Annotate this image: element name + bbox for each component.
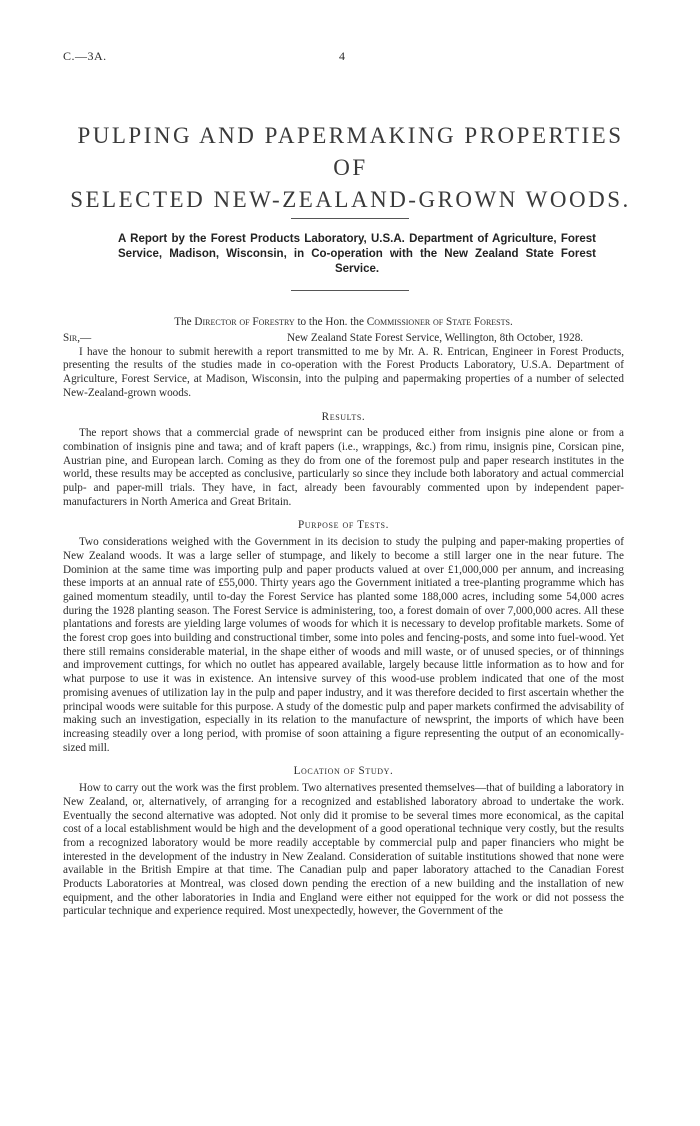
results-paragraph: The report shows that a commercial grade of newsprint can be produced either from insignis pine alone or from a combination of insignis pine and tawa; and of kraft papers (i.e., wrappings, &c.) from rimu, insignis pine, Corsican pine, Austrian pine, and European larch. Coming as they do from one of the foremost pulp and paper research institutes in the world, these results may be accepted as conclusive, particularly so since they include both laboratory and actual commercial pulp- and paper-mill trials. They have, in fact, already been favourably commented upon by independent paper-manufacturers in North America and Great Britain. [63,427,624,508]
page-number: 4 [339,49,346,63]
salutation-line [63,332,624,346]
title-line-2: SELECTED NEW-ZEALAND-GROWN WOODS. [70,187,631,212]
letter-address-line [63,316,624,330]
divider-bottom [291,290,409,291]
place-date: New Zealand State Forest Service, Wellington, 8th October, 1928. [287,331,584,344]
document-reference: C.—3A. [63,49,107,63]
address-the: The [174,316,192,328]
purpose-paragraph: Two considerations weighed with the Government in its decision to study the pulping and paper-making properties of New Zealand woods. It was a large seller of stumpage, and likely to become a still larger one in the near future. The Dominion at the same time was importing pulp and paper products valued at over £1,000,000 per annum, and increasing these imports at an annual rate of £55,000. Thirty years ago the Government initiated a tree-planting programme which has gained momentum steadily, until to-day the Forest Service has planted some 188,000 acres, including some 54,000 acres during the 1928 planting season. The Forest Service is administering, too, a forest domain of over 7,000,000 acres. All these plantations and forests are yielding large volumes of woods for which it is necessary to develop profitable markets. Some of the forest crop goes into building and constructional timber, some into poles and fencing-posts, and some into fuel-wood. Yet there still remains considerable material, in the shape either of woods and mill waste, or of unused species, or of thinnings and improvement cuttings, for which no outlet has appeared available, largely because little information as to how and for what purpose to use it was in existence. An intensive survey of this wood-use problem indicated that one of the most promising avenues of utilization lay in the pulp and paper industry, and it was therefore decided to first ascertain whether the principal woods were suitable for this purpose. A study of the domestic pulp and paper markets confirmed the advisability of making such an investigation, especially in its relation to the manufacture of newsprint, the imports of which have been increasing steadily over a long period, with promise of soon attaining a figure representing the output of an economically-sized mill. [63,536,624,754]
title-line-1: PULPING AND PAPERMAKING PROPERTIES OF [77,123,624,180]
address-to: Commissioner of State Forests. [366,316,513,328]
address-to-the: to the Hon. the [297,316,364,328]
page-header [63,50,638,66]
section-heading-location: Location of Study. [293,765,394,778]
document-title [63,120,638,216]
document-body [63,316,624,919]
report-subtitle: A Report by the Forest Products Laboratory, U.S.A. Department of Agriculture, Forest Service, Madison, Wisconsin, in Co-operation with the New Zealand State Forest Service. [118,233,596,275]
divider-top [291,218,409,219]
section-heading-results: Results. [321,410,366,423]
salutation: Sir,— [63,331,92,344]
section-heading-purpose: Purpose of Tests. [297,519,390,532]
location-paragraph: How to carry out the work was the first problem. Two alternatives presented themselves—that of building a laboratory in New Zealand, or, alternatively, of arranging for a recognized and established laboratory abroad to undertake the work. Eventually the second alternative was adopted. Not only did it promise to be several times more economical, as the capital cost of a local establishment would be high and the development of a good operational technique very costly, but the results from a recognized laboratory would be more readily acceptable by commercial pulp and paper financiers who might be interested in the development of the industry in New Zealand. Consideration of suitable institutions showed that none were available in the British Empire at that time. The Canadian pulp and paper laboratory attached to the Canadian Forest Products Laboratories at Montreal, was closed down pending the erection of a new building and the installation of new equipment, and the other laboratories in India and England were either not equipped for the work or did not possess the particular technique and experience required. Most unexpectedly, however, the Government of the [63,782,624,918]
address-from: Director of Forestry [194,316,295,328]
letter-intro-paragraph: I have the honour to submit herewith a report transmitted to me by Mr. A. R. Entrican, Engineer in Forest Products, presenting the results of the studies made in co-operation with the Forest Products Laboratory, U.S.A. Department of Agriculture, Forest Service, at Madison, Wisconsin, into the pulping and papermaking properties of a number of selected New-Zealand-grown woods. [63,345,624,399]
